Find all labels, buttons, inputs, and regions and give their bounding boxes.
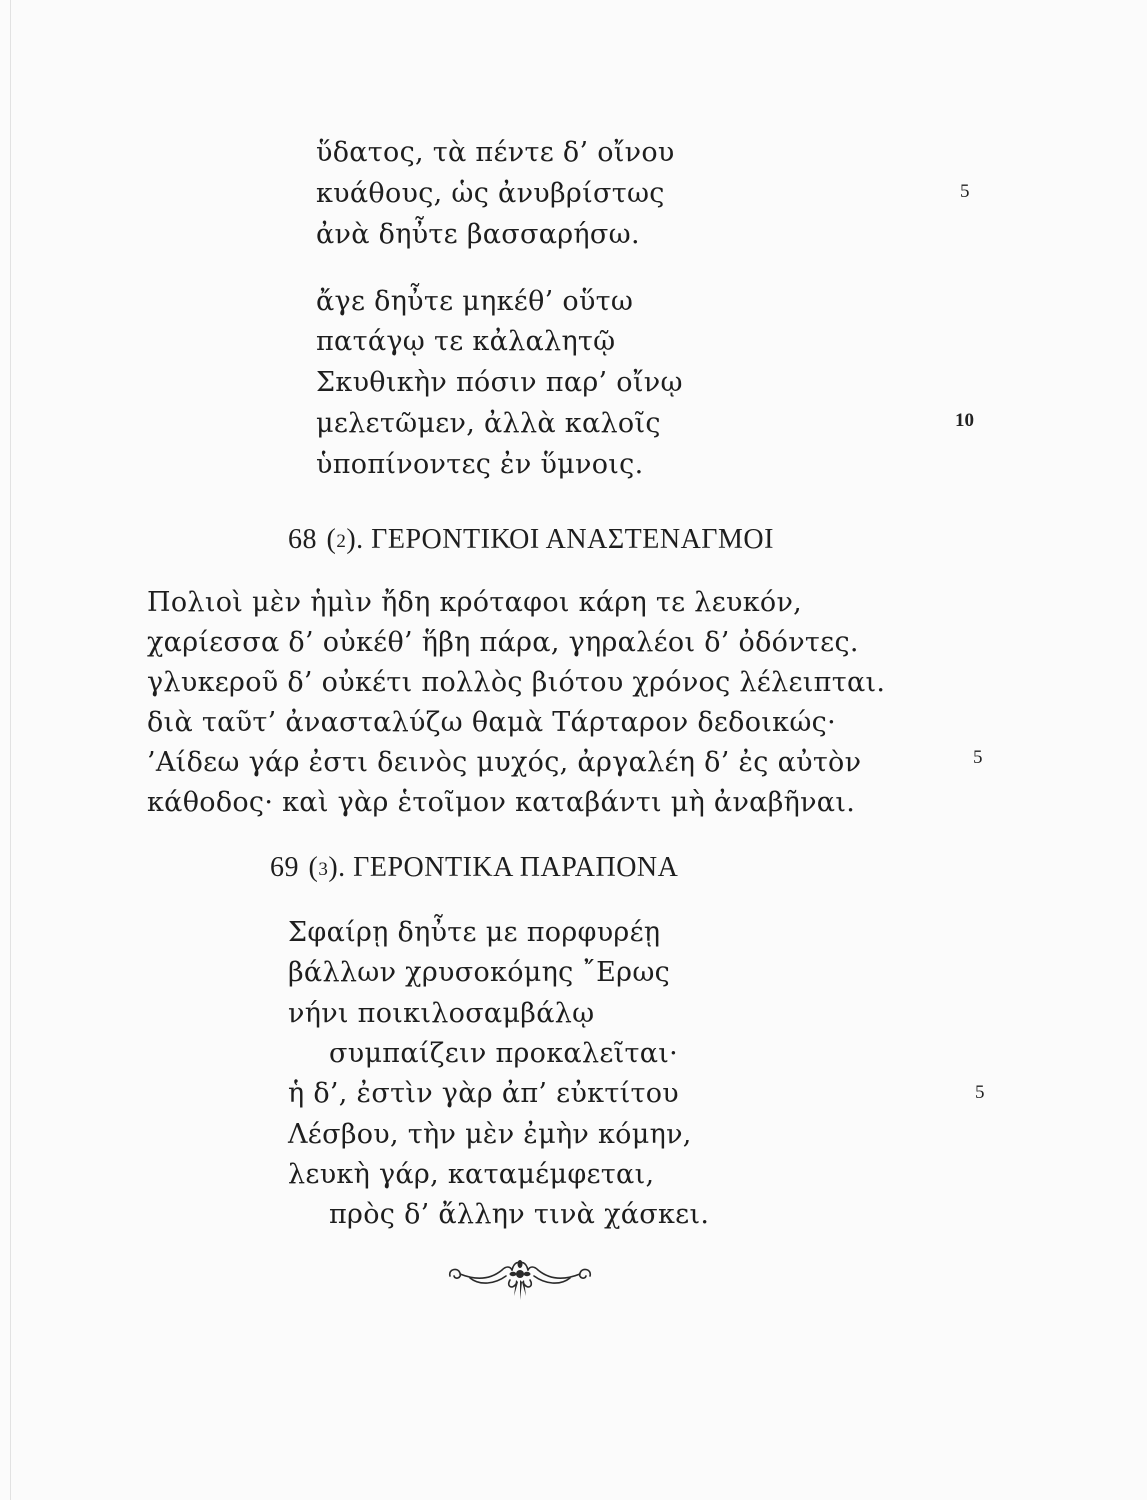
poem-line: Σκυθικὴν πόσιν παρ’ οἴνῳ (316, 367, 683, 398)
source-number-close: ). (328, 852, 346, 883)
source-number: 3 (318, 859, 329, 880)
poem-title: ΓΕΡΟΝΤΙΚΟΙ ΑΝΑΣΤΕΝΑΓΜΟΙ (371, 524, 774, 555)
poem-line: ὑποπίνοντες ἐν ὕμνοις. (316, 449, 644, 480)
poem-line: βάλλων χρυσοκόμης ῎Ερως (288, 957, 671, 988)
poem-line: πρὸς δ’ ἄλλην τινὰ χάσκει. (329, 1199, 710, 1230)
source-number-close: ). (346, 524, 364, 555)
poem-line: νήνι ποικιλοσαμβάλῳ (288, 998, 595, 1029)
poem-line: χαρίεσσα δ’ οὐκέθ’ ἥβη πάρα, γηραλέοι δ’ ὀδόντες. (147, 627, 859, 658)
poem-line: Λέσβου, τὴν μὲν ἐμὴν κόμην, (288, 1119, 692, 1150)
poem-line: ἡ δ’, ἐστὶν γὰρ ἀπ’ εὐκτίτου (288, 1078, 679, 1109)
poem-title: ΓΕΡΟΝΤΙΚΑ ΠΑΡΑΠΟΝΑ (353, 852, 679, 883)
poem-number: 68 (288, 524, 317, 555)
floral-scroll-ornament-icon (440, 1252, 600, 1308)
line-number: 10 (955, 410, 974, 431)
poem-heading (270, 850, 678, 888)
poem-line: Σφαίρῃ δηὖτε με πορφυρέῃ (288, 917, 661, 948)
line-number: 5 (960, 181, 970, 202)
poem-number: 69 (270, 852, 299, 883)
page-edge-shadow (10, 0, 11, 1500)
poem-line: ἄγε δηὖτε μηκέθ’ οὕτω (316, 286, 634, 317)
poem-heading (288, 522, 774, 560)
source-number-open: ( (326, 524, 337, 555)
poem-line: διὰ ταῦτ’ ἀνασταλύζω θαμὰ Τάρταρον δεδοικώς· (147, 707, 836, 738)
poem-line: κάθοδος· καὶ γὰρ ἑτοῖμον καταβάντι μὴ ἀναβῆναι. (147, 787, 856, 818)
poem-line: ὕδατος, τὰ πέντε δ’ οἴνου (316, 137, 675, 168)
poem-line: ἀνὰ δηὖτε βασσαρήσω. (316, 219, 640, 250)
line-number: 5 (973, 747, 983, 768)
poem-line: μελετῶμεν, ἀλλὰ καλοῖς (316, 408, 661, 439)
poem-line: κυάθους, ὡς ἀνυβρίστως (316, 178, 665, 209)
poem-line: λευκὴ γάρ, καταμέμφεται, (288, 1159, 655, 1190)
poem-line: πατάγῳ τε κἀλαλητῷ (316, 326, 616, 357)
poem-line: ’Αίδεω γάρ ἐστι δεινὸς μυχός, ἀργαλέη δ’ ἐς αὐτὸν (147, 747, 862, 778)
source-number: 2 (336, 531, 347, 552)
poem-line: γλυκεροῦ δ’ οὐκέτι πολλὸς βιότου χρόνος λέλειπται. (147, 667, 886, 698)
poem-line: Πολιοὶ μὲν ἡμὶν ἤδη κρόταφοι κάρη τε λευκόν, (147, 587, 803, 618)
line-number: 5 (975, 1082, 985, 1103)
source-number-open: ( (308, 852, 319, 883)
poem-line: συμπαίζειν προκαλεῖται· (329, 1038, 679, 1069)
